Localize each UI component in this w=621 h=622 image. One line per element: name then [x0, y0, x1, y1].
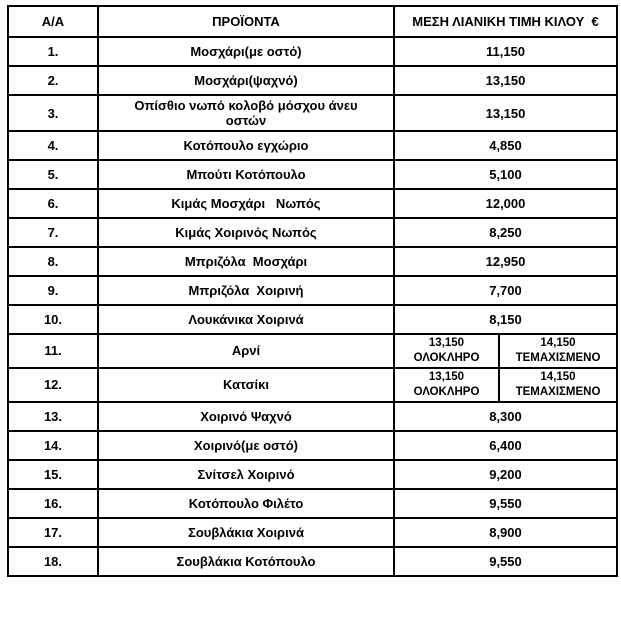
product-name: Χοιρινό(με οστό) — [98, 431, 394, 460]
product-name: Μπριζόλα Χοιρινή — [98, 276, 394, 305]
price-value: 14,150 — [540, 337, 576, 349]
price-cell: 9,200 — [394, 460, 617, 489]
table-row — [8, 547, 617, 576]
price-cell: 8,900 — [394, 518, 617, 547]
product-name: Κοτόπουλο Φιλέτο — [98, 489, 394, 518]
price-cell: 13,150 — [394, 66, 617, 95]
price-value: 13,150 — [428, 370, 465, 383]
price-value: 14,150 — [540, 370, 576, 383]
product-name: Σουβλάκια Χοιρινά — [98, 518, 394, 547]
product-name: Σνίτσελ Χοιρινό — [98, 460, 394, 489]
table-row — [8, 460, 617, 489]
row-number: 14. — [8, 431, 98, 460]
table-row — [8, 218, 617, 247]
product-name: Χοιρινό Ψαχνό — [98, 402, 394, 431]
price-label: ΤΕΜΑΧΙΣΜΕΝΟ — [515, 351, 601, 364]
price-table — [7, 5, 618, 577]
price-cell: 8,150 — [394, 305, 617, 334]
product-name: Οπίσθιο νωπό κολοβό μόσχου άνευ οστών — [98, 95, 394, 131]
product-name: Σουβλάκια Κοτόπουλο — [98, 547, 394, 576]
row-number: 4. — [8, 131, 98, 160]
row-number: 13. — [8, 402, 98, 431]
row-number: 7. — [8, 218, 98, 247]
product-name: Κατσίκι — [98, 368, 394, 402]
product-name: Μοσχάρι(με οστό) — [98, 37, 394, 66]
price-split-cell — [499, 334, 617, 368]
price-split-cell — [394, 368, 499, 402]
row-number: 8. — [8, 247, 98, 276]
table-row — [8, 518, 617, 547]
table-row — [8, 431, 617, 460]
row-number: 9. — [8, 276, 98, 305]
table-row — [8, 95, 617, 131]
table-row — [8, 37, 617, 66]
price-cell: 12,950 — [394, 247, 617, 276]
price-cell: 9,550 — [394, 547, 617, 576]
row-number: 18. — [8, 547, 98, 576]
table-row — [8, 160, 617, 189]
price-cell: 6,400 — [394, 431, 617, 460]
table-row — [8, 131, 617, 160]
table-row — [8, 66, 617, 95]
row-number: 5. — [8, 160, 98, 189]
price-cell: 7,700 — [394, 276, 617, 305]
header-cell-index: Α/Α — [8, 6, 98, 37]
price-label: ΟΛΟΚΛΗΡΟ — [413, 351, 480, 364]
price-label: ΤΕΜΑΧΙΣΜΕΝΟ — [515, 385, 601, 398]
price-cell: 13,150 — [394, 95, 617, 131]
product-name: Μπριζόλα Μοσχάρι — [98, 247, 394, 276]
row-number: 3. — [8, 95, 98, 131]
header-cell-price: ΜΕΣΗ ΛΙΑΝΙΚΗ ΤΙΜΗ ΚΙΛΟΥ € — [394, 6, 617, 37]
product-name: Λουκάνικα Χοιρινά — [98, 305, 394, 334]
row-number: 1. — [8, 37, 98, 66]
price-cell: 5,100 — [394, 160, 617, 189]
table-row — [8, 276, 617, 305]
product-name: Αρνί — [98, 334, 394, 368]
table-row — [8, 334, 617, 368]
row-number: 6. — [8, 189, 98, 218]
product-name: Κοτόπουλο εγχώριο — [98, 131, 394, 160]
row-number: 15. — [8, 460, 98, 489]
price-value: 13,150 — [428, 337, 465, 349]
price-cell: 8,250 — [394, 218, 617, 247]
table-row — [8, 402, 617, 431]
table-row — [8, 189, 617, 218]
price-split-cell — [499, 368, 617, 402]
row-number: 12. — [8, 368, 98, 402]
price-cell: 11,150 — [394, 37, 617, 66]
price-label: ΟΛΟΚΛΗΡΟ — [413, 385, 480, 398]
product-name: Μοσχάρι(ψαχνό) — [98, 66, 394, 95]
header-row — [8, 6, 617, 37]
row-number: 17. — [8, 518, 98, 547]
price-split-cell — [394, 334, 499, 368]
row-number: 11. — [8, 334, 98, 368]
product-name: Κιμάς Χοιρινός Νωπός — [98, 218, 394, 247]
price-cell: 8,300 — [394, 402, 617, 431]
product-name: Μπούτι Κοτόπουλο — [98, 160, 394, 189]
table-row — [8, 247, 617, 276]
price-cell: 9,550 — [394, 489, 617, 518]
row-number: 10. — [8, 305, 98, 334]
row-number: 16. — [8, 489, 98, 518]
table-row — [8, 489, 617, 518]
price-cell: 4,850 — [394, 131, 617, 160]
header-cell-products: ΠΡΟΪΟΝΤΑ — [98, 6, 394, 37]
row-number: 2. — [8, 66, 98, 95]
table-row — [8, 368, 617, 402]
product-name: Κιμάς Μοσχάρι Νωπός — [98, 189, 394, 218]
table-row — [8, 305, 617, 334]
price-cell: 12,000 — [394, 189, 617, 218]
table-body — [8, 37, 617, 576]
